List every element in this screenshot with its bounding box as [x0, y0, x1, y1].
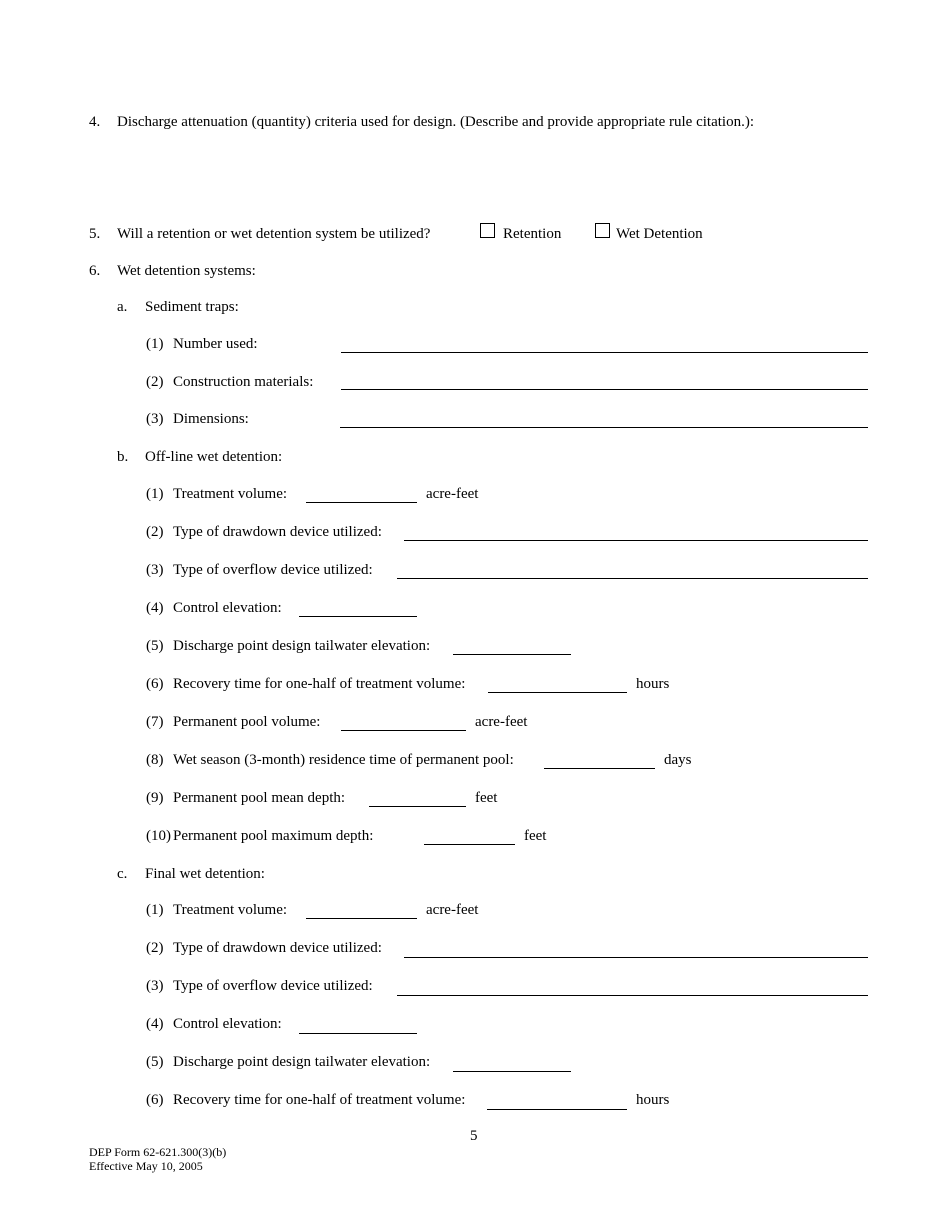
c2-number: (2) — [146, 940, 164, 956]
c4-label: Control elevation: — [173, 1016, 282, 1032]
b4-label: Control elevation: — [173, 600, 282, 616]
c5-tailwater-elevation-field[interactable] — [453, 1071, 571, 1072]
b9-unit: feet — [475, 790, 498, 806]
b5-label: Discharge point design tailwater elevation: — [173, 638, 431, 654]
c1-unit: acre-feet — [426, 902, 479, 918]
b8-number: (8) — [146, 752, 164, 768]
b3-overflow-device-field[interactable] — [397, 578, 868, 579]
b8-label: Wet season (3-month) residence time of permanent pool: — [173, 752, 514, 768]
b7-number: (7) — [146, 714, 164, 730]
c5-label: Discharge point design tailwater elevation: — [173, 1054, 431, 1070]
b2-number: (2) — [146, 524, 164, 540]
c2-label: Type of drawdown device utilized: — [173, 940, 382, 956]
b6-unit: hours — [636, 676, 670, 692]
b5-tailwater-elevation-field[interactable] — [453, 654, 571, 655]
c1-number: (1) — [146, 902, 164, 918]
a1-number: (1) — [146, 336, 164, 352]
c1-label: Treatment volume: — [173, 902, 288, 918]
a2-number: (2) — [146, 374, 164, 390]
b1-treatment-volume-field[interactable] — [306, 502, 417, 503]
b1-number: (1) — [146, 486, 164, 502]
b1-label: Treatment volume: — [173, 486, 288, 502]
b3-label: Type of overflow device utilized: — [173, 562, 373, 578]
section-b-title: Off-line wet detention: — [145, 449, 283, 465]
c3-number: (3) — [146, 978, 164, 994]
section-c-letter: c. — [117, 866, 128, 882]
b10-unit: feet — [524, 828, 547, 844]
b4-number: (4) — [146, 600, 164, 616]
section-b-letter: b. — [117, 449, 129, 465]
a1-number-used-field[interactable] — [341, 352, 868, 353]
b7-unit: acre-feet — [475, 714, 528, 730]
c2-drawdown-device-field[interactable] — [404, 957, 868, 958]
item-6-number: 6. — [89, 263, 101, 279]
b10-maximum-depth-field[interactable] — [424, 844, 515, 845]
c4-number: (4) — [146, 1016, 164, 1032]
a3-label: Dimensions: — [173, 411, 249, 427]
b1-unit: acre-feet — [426, 486, 479, 502]
b7-label: Permanent pool volume: — [173, 714, 321, 730]
page-number: 5 — [470, 1128, 478, 1144]
item-5-question: Will a retention or wet detention system be utilized? — [117, 226, 431, 242]
footer-form-number: DEP Form 62-621.300(3)(b) — [89, 1145, 227, 1159]
c3-label: Type of overflow device utilized: — [173, 978, 373, 994]
a2-construction-materials-field[interactable] — [341, 389, 868, 390]
c4-control-elevation-field[interactable] — [299, 1033, 417, 1034]
a3-dimensions-field[interactable] — [340, 427, 868, 428]
c6-recovery-time-field[interactable] — [487, 1109, 627, 1110]
b6-recovery-time-field[interactable] — [488, 692, 627, 693]
b2-label: Type of drawdown device utilized: — [173, 524, 382, 540]
item-5-number: 5. — [89, 226, 101, 242]
item-4-answer-area[interactable] — [117, 136, 867, 216]
b5-number: (5) — [146, 638, 164, 654]
b7-permanent-pool-volume-field[interactable] — [341, 730, 466, 731]
retention-checkbox[interactable] — [480, 223, 495, 238]
b9-label: Permanent pool mean depth: — [173, 790, 346, 806]
section-c-title: Final wet detention: — [145, 866, 265, 882]
section-a-letter: a. — [117, 299, 128, 315]
a3-number: (3) — [146, 411, 164, 427]
item-4-question: Discharge attenuation (quantity) criteria used for design. (Describe and provide appropriate rule citation.): — [117, 114, 754, 130]
c3-overflow-device-field[interactable] — [397, 995, 868, 996]
c5-number: (5) — [146, 1054, 164, 1070]
b8-unit: days — [664, 752, 692, 768]
item-6-title: Wet detention systems: — [117, 263, 256, 279]
b4-control-elevation-field[interactable] — [299, 616, 417, 617]
b6-number: (6) — [146, 676, 164, 692]
b9-number: (9) — [146, 790, 164, 806]
b10-label: Permanent pool maximum depth: — [173, 828, 374, 844]
b6-label: Recovery time for one-half of treatment volume: — [173, 676, 466, 692]
a1-label: Number used: — [173, 336, 258, 352]
wet-detention-label: Wet Detention — [616, 226, 703, 242]
b8-residence-time-field[interactable] — [544, 768, 655, 769]
retention-label: Retention — [503, 226, 562, 242]
c1-treatment-volume-field[interactable] — [306, 918, 417, 919]
c6-label: Recovery time for one-half of treatment volume: — [173, 1092, 466, 1108]
c6-unit: hours — [636, 1092, 670, 1108]
c6-number: (6) — [146, 1092, 164, 1108]
wet-detention-checkbox[interactable] — [595, 223, 610, 238]
a2-label: Construction materials: — [173, 374, 314, 390]
b10-number: (10) — [146, 828, 171, 844]
item-4-number: 4. — [89, 114, 101, 130]
b9-mean-depth-field[interactable] — [369, 806, 466, 807]
b2-drawdown-device-field[interactable] — [404, 540, 868, 541]
section-a-title: Sediment traps: — [145, 299, 239, 315]
b3-number: (3) — [146, 562, 164, 578]
footer-effective-date: Effective May 10, 2005 — [89, 1159, 203, 1173]
